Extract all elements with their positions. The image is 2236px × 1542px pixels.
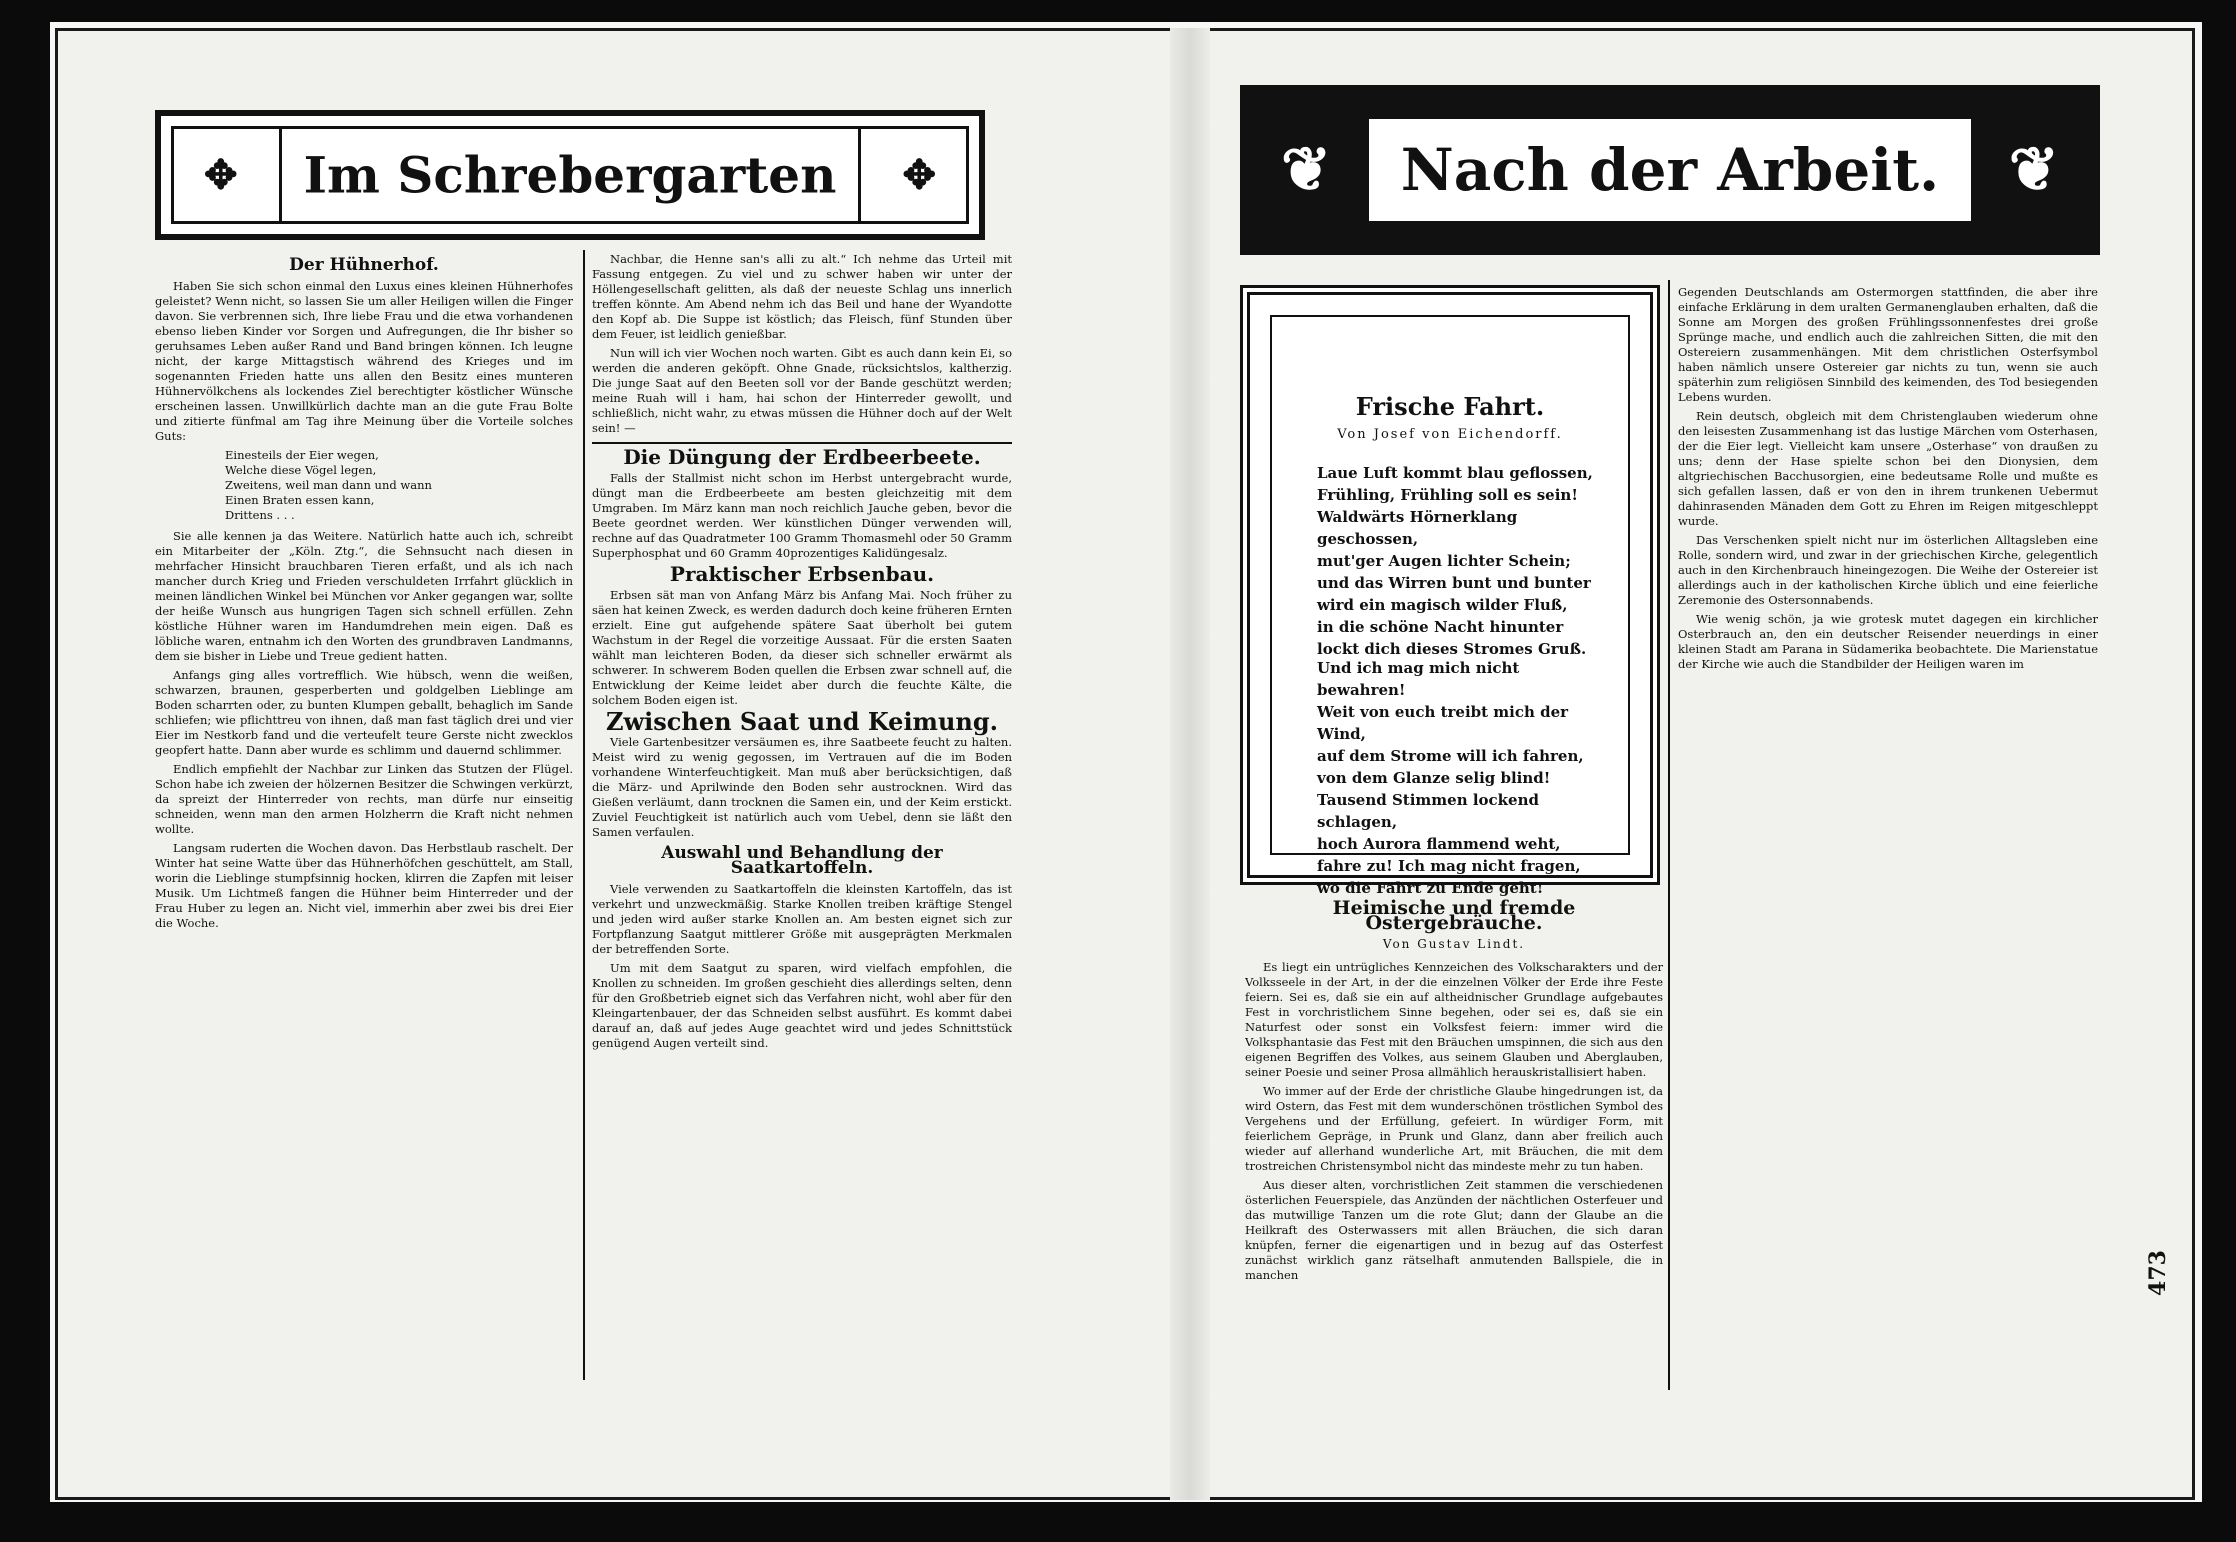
poem-line: Frühling, Frühling soll es sein!	[1317, 486, 1578, 504]
poem-line: Weit von euch treibt mich der Wind,	[1317, 703, 1569, 743]
column-rule	[1668, 280, 1670, 1390]
article-paragraph: Falls der Stallmist nicht schon im Herbst untergebracht wurde, düngt man die Erdbeerbeete am besten gleichzeitig mit dem Umgraben. Im März kann man noch reichlich Jauche geben, bevor die Beete geordnet werden. Wer künstlichen Dünger verwenden will, rechne auf das Quadratmeter 100 Gramm Thomasmehl oder 50 Gramm Superphosphat und 60 Gramm 40prozentiges Kalidüngesalz.	[592, 471, 1012, 560]
poem-line: hoch Aurora flammend weht,	[1317, 835, 1561, 853]
section-title-nach-der-arbeit: Nach der Arbeit.	[1400, 136, 1940, 204]
column-rule	[583, 250, 585, 1380]
scan-border-bottom	[0, 1502, 2236, 1542]
scan-border-top	[0, 0, 2236, 22]
article-paragraph: Aus dieser alten, vorchristlichen Zeit stammen die verschiedenen österlichen Feuerspiele, das Anzünden der nächtlichen Osterfeuer und das mutwillige Tanzen um die rote Glut; dann der Glaube an die Heilkraft des Osterwassers mit allen Bräuchen, die sich daran knüpfen, ferner die eigenartigen und in bezug auf das Osterfest zunächst wirklich ganz rätselhaft anmutenden Ballspiele, die in manchen	[1245, 1178, 1663, 1282]
article-paragraph: Nun will ich vier Wochen noch warten. Gibt es auch dann kein Ei, so werden die anderen geköpft. Ohne Gnade, rücksichtslos, kaltherzig. Die junge Saat auf den Beeten soll vor der Bande geschützt werden; meine Ruah will i ham, hai schon der Hinterreder gewollt, und schließlich, nicht wahr, zu etwas müssen die Hühner doch auf der Welt sein! —	[592, 346, 1012, 435]
poem-stanza-1	[1317, 462, 1608, 660]
poem-line: auf dem Strome will ich fahren,	[1317, 747, 1584, 765]
article-divider	[592, 442, 1012, 444]
right-banner-frame	[1366, 116, 1974, 224]
article-paragraph: Das Verschenken spielt nicht nur im österlichen Alltagsleben eine Rolle, sondern wird, und zwar in der griechischen Kirche, gelegentlich auch in den Kirchenbrauch hineingezogen. Die Weihe der Ostereier ist allerdings auch in der katholischen Kirche üblich und eine feierliche Zeremonie des Ostersonnabends.	[1678, 533, 2098, 607]
poem-box	[1240, 285, 1660, 897]
poem-line: wo die Fahrt zu Ende geht!	[1317, 879, 1544, 897]
poem-inner-frame	[1270, 315, 1630, 897]
scan-border-left	[0, 22, 50, 1542]
poem-line: von dem Glanze selig blind!	[1317, 769, 1551, 787]
poem-line: wird ein magisch wilder Fluß,	[1317, 596, 1568, 614]
article-paragraph: Endlich empfiehlt der Nachbar zur Linken das Stutzen der Flügel. Schon habe ich zweien der hölzernen Besitzer die Schwingen verkürzt, da spreizt der Hinterreder von rechts, man dürfe nur einseitig schneiden, wenn man den armen Holzherrn die Kraft nicht nehmen wollte.	[155, 762, 573, 836]
article-paragraph: Rein deutsch, obgleich mit dem Christenglauben wiederum ohne den leisesten Zusammenhang ist das lustige Märchen vom Osterhasen, der die Eier legt. Vielleicht kam unsere „Osterhase“ von draußen zu uns; denn der Hase spielte schon bei den Dionysien, dem altgriechischen Bacchusorgien, eine bedeutsame Rolle und mußte es sich gefallen lassen, daß er von den in ihrem trunkenen Uebermut dahinrasenden Mänaden dem Gott zu Ehren im Reigen mitgeschleppt wurde.	[1678, 409, 2098, 528]
cross-ornament-icon: ✥	[204, 151, 238, 199]
article-paragraph: Wo immer auf der Erde der christliche Glaube hingedrungen ist, da wird Ostern, das Fest mit dem wunderschönen tröstlichen Symbol des Vergehens und der Erfüllung, gefeiert. In würdiger Form, mit feierlichem Gepräge, in Prunk und Glanz, dann aber freilich auch wieder auf allerhand wunderliche Art, mit Bräuchen, die mit dem trostreichen Christensymbol nicht das mindeste mehr zu tun haben.	[1245, 1084, 1663, 1173]
poem-byline: Von Josef von Eichendorff.	[1337, 427, 1563, 442]
left-banner-frame	[171, 126, 969, 224]
right-column-1	[1245, 895, 1663, 1395]
page-fold	[1170, 28, 1210, 1500]
left-column-2	[592, 252, 1012, 1382]
article-paragraph: Anfangs ging alles vortrefflich. Wie hübsch, wenn die weißen, schwarzen, braunen, gesperberten und goldgelben Lieblinge am Boden scharrten oder, zu bunten Klumpen geballt, behaglich im Sande schliefen; wie pflichttreu von ihnen, daß man fast täglich drei und vier Eier im Nestkorb fand und die verteufelt teure Gerste nicht zwecklos geopfert hatte. Dann aber wurde es schlimm und dauernd schlimmer.	[155, 668, 573, 757]
article-byline: Von Gustav Lindt.	[1382, 937, 1526, 951]
verse-line: Einesteils der Eier wegen,	[225, 448, 379, 462]
article-paragraph: Um mit dem Saatgut zu sparen, wird vielfach empfohlen, die Knollen zu schneiden. Im großen geschieht dies allerdings selten, denn für den Großbetrieb eignet sich das Verfahren nicht, wohl aber für den Kleingartenbauer, der das Schneiden selbst ausführt. Es kommt dabei darauf an, daß auf jedes Auge geachtet wird und jedes Schnittstück genügend Augen verteilt sind.	[592, 961, 1012, 1050]
cross-ornament-icon: ✥	[902, 151, 936, 199]
poem-line: Laue Luft kommt blau geflossen,	[1317, 464, 1593, 482]
poem-line: Und ich mag mich nicht bewahren!	[1317, 659, 1520, 699]
right-column-2	[1678, 285, 2098, 1390]
left-banner	[155, 110, 985, 240]
scroll-ornament-icon: ❦	[2008, 135, 2059, 205]
verse-block	[225, 448, 573, 523]
poem-line: fahre zu! Ich mag nicht fragen,	[1317, 857, 1581, 875]
poem-line: Waldwärts Hörnerklang geschossen,	[1317, 508, 1518, 548]
right-banner	[1240, 85, 2100, 255]
poem-line: lockt dich dieses Stromes Gruß.	[1317, 640, 1587, 658]
article-heading: Heimische und fremde Ostergebräuche.	[1332, 897, 1576, 934]
article-paragraph: Langsam ruderten die Wochen davon. Das Herbstlaub raschelt. Der Winter hat seine Watte über das Hühnerhöfchen geschüttelt, am Stall, worin die Lieblinge stumpfsinnig hocken, klirren die Zapfen mit leiser Musik. Um Lichtmeß fangen die Hühner beim Hinterreder und der Frau Huber zu legen an. Nicht viel, immerhin aber zwei bis drei Eier die Woche.	[155, 841, 573, 930]
page-number: 473	[2144, 1250, 2171, 1296]
left-column-1	[155, 252, 573, 1382]
article-heading: Praktischer Erbsenbau.	[669, 562, 935, 586]
poem-title: Frische Fahrt.	[1355, 392, 1545, 421]
article-paragraph: Es liegt ein untrügliches Kennzeichen des Volkscharakters und der Volksseele in der Art, in der die einzelnen Völker der Erde ihre Feste feiern. Sei es, daß sie ein auf altheidnischer Grundlage aufgebautes Fest in vorchristlichem Sinne begehen, oder sei es, daß sie ein Naturfest oder sonst ein Volksfest feiern: immer wird die Volksphantasie das Fest mit den Bräuchen umspinnen, die sich aus den eigenen Begriffen des Volkes, aus seinem Glauben und Aberglauben, seiner Poesie und seiner Prosa allmählich herauskristallisiert haben.	[1245, 960, 1663, 1079]
poem-stanza-2	[1317, 657, 1608, 899]
scroll-ornament-icon: ❦	[1281, 135, 1332, 205]
verse-line: Welche diese Vögel legen,	[225, 463, 377, 477]
scan-border-right	[2202, 22, 2236, 1542]
verse-line: Zweitens, weil man dann und wann	[225, 478, 432, 492]
article-heading: Der Hühnerhof.	[289, 255, 439, 275]
banner-divider	[858, 129, 861, 221]
article-heading: Auswahl und Behandlung der Saatkartoffeln.	[661, 843, 943, 878]
poem-line: Tausend Stimmen lockend schlagen,	[1317, 791, 1539, 831]
article-paragraph: Viele Gartenbesitzer versäumen es, ihre Saatbeete feucht zu halten. Meist wird zu wenig gegossen, im Vertrauen auf die im Boden vorhandene Winterfeuchtigkeit. Man muß aber berücksichtigen, daß die März- und Aprilwinde den Boden sehr austrocknen. Wird das Gießen verläumt, dann trocknen die Samen ein, und der Keim erstickt. Zuviel Feuchtigkeit ist natürlich auch vom Uebel, denn sie läßt den Samen verfaulen.	[592, 735, 1012, 839]
article-heading: Die Düngung der Erdbeerbeete.	[623, 445, 981, 469]
article-heading: Zwischen Saat und Keimung.	[605, 707, 998, 736]
article-paragraph: Viele verwenden zu Saatkartoffeln die kleinsten Kartoffeln, das ist verkehrt und unzweckmäßig. Starke Knollen treiben kräftige Stengel und jeden wird außer starke Knollen an. Am besten eignet sich zur Fortpflanzung Saatgut mittlerer Größe mit ausgeprägten Merkmalen der betreffenden Sorte.	[592, 882, 1012, 956]
poem-line: und das Wirren bunt und bunter	[1317, 574, 1591, 592]
verse-line: Drittens . . .	[225, 508, 295, 522]
article-paragraph: Wie wenig schön, ja wie grotesk mutet dagegen ein kirchlicher Osterbrauch an, den ein deutscher Reisender neuerdings in einer kleinen Stadt am Parana in Südamerika beobachtete. Die Marienstatue der Kirche wie auch die Standbilder der Heiligen waren im	[1678, 612, 2098, 671]
poem-line: mut'ger Augen lichter Schein;	[1317, 552, 1571, 570]
article-paragraph: Sie alle kennen ja das Weitere. Natürlich hatte auch ich, schreibt ein Mitarbeiter der „Köln. Ztg.“, die Sehnsucht nach diesen in mehrfacher Hinsicht brauchbaren Tieren erfaßt, und als ich nach mancher durch Krieg und Frieden verschuldeten Irrfahrt glücklich in meinen ländlichen Winkel bei München vor Anker gegangen war, sollte der heiße Wunsch aus hungrigen Tagen sich schnell erfüllen. Zehn köstliche Hühner waren im Handumdrehen mein eigen. Daß es löbliche waren, entnahm ich den Worten des grundbraven Landmanns, dem sie bisher in Liebe und Treue gedient hatten.	[155, 529, 573, 663]
article-paragraph: Erbsen sät man von Anfang März bis Anfang Mai. Noch früher zu säen hat keinen Zweck, es werden dadurch doch keine früheren Ernten erzielt. Eine gut aufgehende spätere Saat überholt bei gutem Wachstum in der Regel die vorzeitige Aussaat. Für die ersten Saaten wählt man leichteren Boden, da dieser sich schneller erwärmt als schwerer. In schwerem Boden quellen die Erbsen zwar schnell auf, die Entwicklung der Keime leidet aber durch die feuchte Kälte, die solchem Boden eigen ist.	[592, 588, 1012, 707]
poem-line: in die schöne Nacht hinunter	[1317, 618, 1564, 636]
article-paragraph: Nachbar, die Henne san's alli zu alt.“ Ich nehme das Urteil mit Fassung entgegen. Zu viel und zu schwer haben wir unter der Höllengesellschaft gelitten, als daß der neueste Schlag uns innerlich treffen könnte. Am Abend nehm ich das Beil und hane der Wyandotte den Kopf ab. Die Suppe ist köstlich; das Fleisch, fünf Stunden über dem Feuer, ist leidlich genießbar.	[592, 252, 1012, 341]
article-paragraph: Gegenden Deutschlands am Ostermorgen stattfinden, die aber ihre einfache Erklärung in dem uralten Germanenglauben erhalten, daß die Sonne am Morgen des großen Frühlingssonnenfestes drei große Sprünge mache, und endlich auch die zahlreichen Sitten, die mit den Ostereiern zusammenhängen. Mit dem christlichen Osterfsymbol haben nämlich unsere Ostereier gar nichts zu tun, wenn sie auch späterhin zum religiösen Sinnbild des keimenden, des Tod besiegenden Lebens wurden.	[1678, 285, 2098, 404]
verse-line: Einen Braten essen kann,	[225, 493, 375, 507]
article-paragraph: Haben Sie sich schon einmal den Luxus eines kleinen Hühnerhofes geleistet? Wenn nicht, so lassen Sie um aller Heiligen willen die Finger davon. Sie verbrennen sich, Ihre liebe Frau und die etwa vorhandenen ebenso lieben Kinder vor Sorgen und Aufregungen, die Ihr bisher so geruhsames Leben außer Rand und Band bringen können. Ich leugne nicht, der karge Mittagstisch während des Krieges und im sogenannten Frieden hatte uns allen den Besitz eines munteren Hühnervölkchens als lockendes Ziel berechtigter köstlicher Wünsche erscheinen lassen. Unwillkürlich dachte man an die gute Frau Bolte und zitierte fünfmal am Tag ihre Meinung über die Vorteile solches Guts:	[155, 279, 573, 443]
section-title-schrebergarten: Im Schrebergarten	[303, 145, 837, 205]
